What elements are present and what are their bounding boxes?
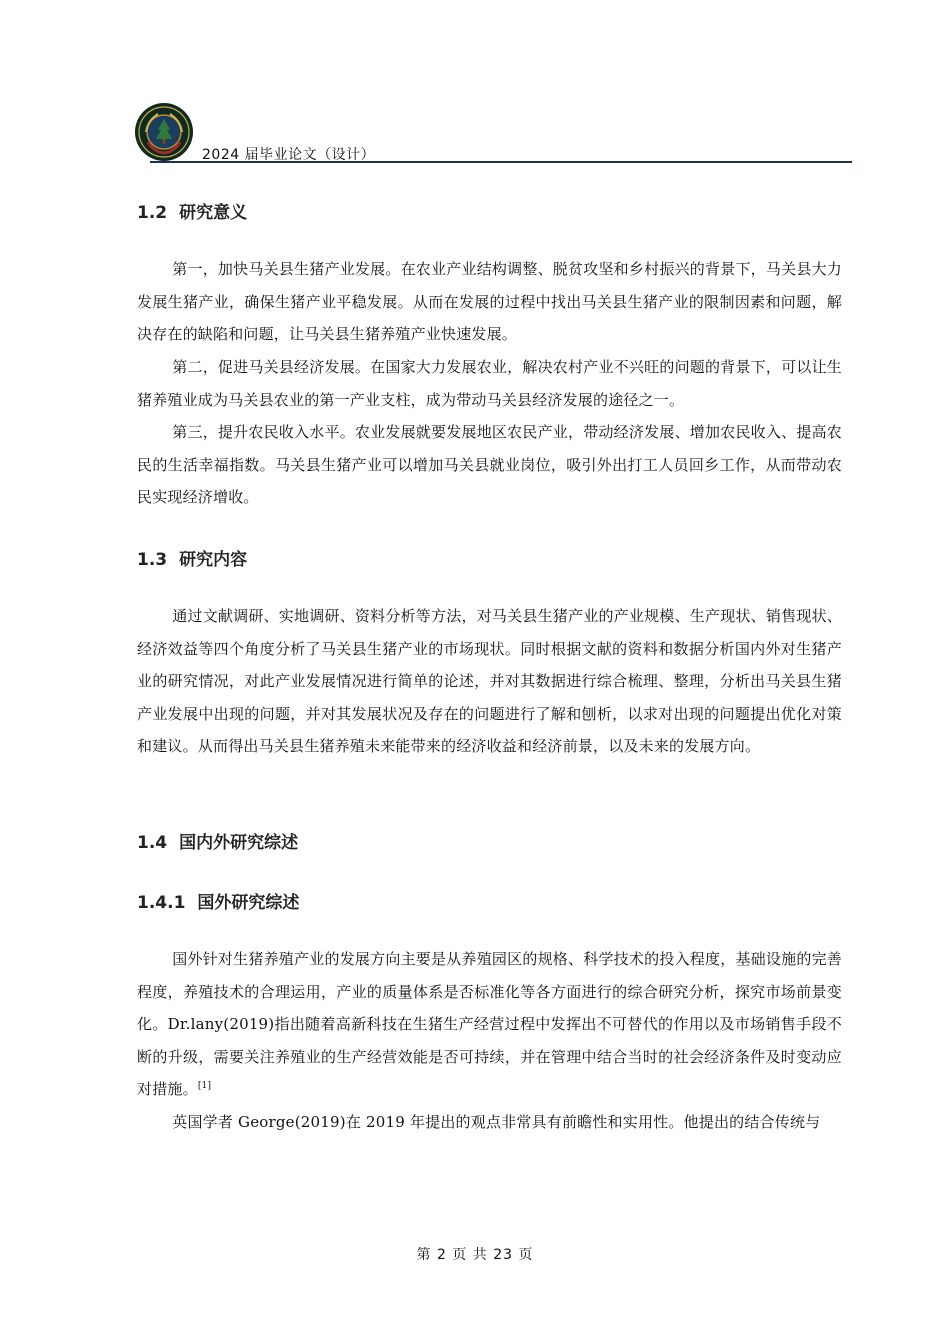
- university-seal-logo: [134, 102, 194, 162]
- header-divider: [150, 161, 852, 163]
- section-number: 1.2: [137, 203, 168, 223]
- section-number: 1.4: [137, 833, 168, 853]
- section-title: 国外研究综述: [197, 893, 300, 913]
- section-title: 研究意义: [179, 203, 248, 223]
- thesis-header-title: 2024 届毕业论文（设计）: [202, 147, 376, 163]
- section-heading-1-4-1: [137, 888, 299, 913]
- paragraph: 通过文献调研、实地调研、资料分析等方法，对马关县生猪产业的产业规模、生产现状、销售现状、经济效益等四个角度分析了马关县生猪产业的市场现状。同时根据文献的资料和数据分析国内外对生猪产业的研究情况，对此产业发展情况进行简单的论述，并对其数据进行综合梳理、整理，分析出马关县生猪产业发展中出现的问题，并对其发展状况及存在的问题进行了解和刨析，以求对出现的问题提出优化对策和建议。从而得出马关县生猪养殖未来能带来的经济收益和经济前景，以及未来的发展方向。: [137, 607, 842, 755]
- section-number: 1.3: [137, 550, 168, 570]
- section-heading-1-2: [137, 198, 247, 223]
- paragraph: [137, 943, 842, 1106]
- section-number: 1.4.1: [137, 893, 186, 913]
- page-number-footer: 第 2 页 共 23 页: [416, 1247, 534, 1263]
- paragraph: 英国学者 George(2019)在 2019 年提出的观点非常具有前瞻性和实用性。他提出的结合传统与: [172, 1113, 821, 1131]
- paragraph: 第二，促进马关县经济发展。在国家大力发展农业，解决农村产业不兴旺的问题的背景下，可以让生猪养殖业成为马关县农业的第一产业支柱，成为带动马关县经济发展的途径之一。: [137, 358, 842, 409]
- section-heading-1-4: [137, 828, 298, 853]
- section-heading-1-3: [137, 545, 247, 570]
- paragraph-text: 国外针对生猪养殖产业的发展方向主要是从养殖园区的规格、科学技术的投入程度，基础设施的完善程度，养殖技术的合理运用，产业的质量体系是否标准化等各方面进行的综合研究分析，探究市场前景变化。Dr.lany(2019)指出随着高新科技在生猪生产经营过程中发挥出不可替代的作用以及市场销售手段不断的升级，需要关注养殖业的生产经营效能是否可持续，并在管理中结合当时的社会经济条件及时变动应对措施。: [137, 950, 842, 1098]
- section-title: 研究内容: [179, 550, 248, 570]
- paragraph: 第三，提升农民收入水平。农业发展就要发展地区农民产业，带动经济发展、增加农民收入、提高农民的生活幸福指数。马关县生猪产业可以增加马关县就业岗位，吸引外出打工人员回乡工作，从而带动农民实现经济增收。: [137, 423, 842, 506]
- paragraph: 第一，加快马关县生猪产业发展。在农业产业结构调整、脱贫攻坚和乡村振兴的背景下，马关县大力发展生猪产业，确保生猪产业平稳发展。从而在发展的过程中找出马关县生猪产业的限制因素和问题，解决存在的缺陷和问题，让马关县生猪养殖产业快速发展。: [137, 260, 842, 343]
- citation-ref: [1]: [197, 1081, 212, 1091]
- section-title: 国内外研究综述: [179, 833, 299, 853]
